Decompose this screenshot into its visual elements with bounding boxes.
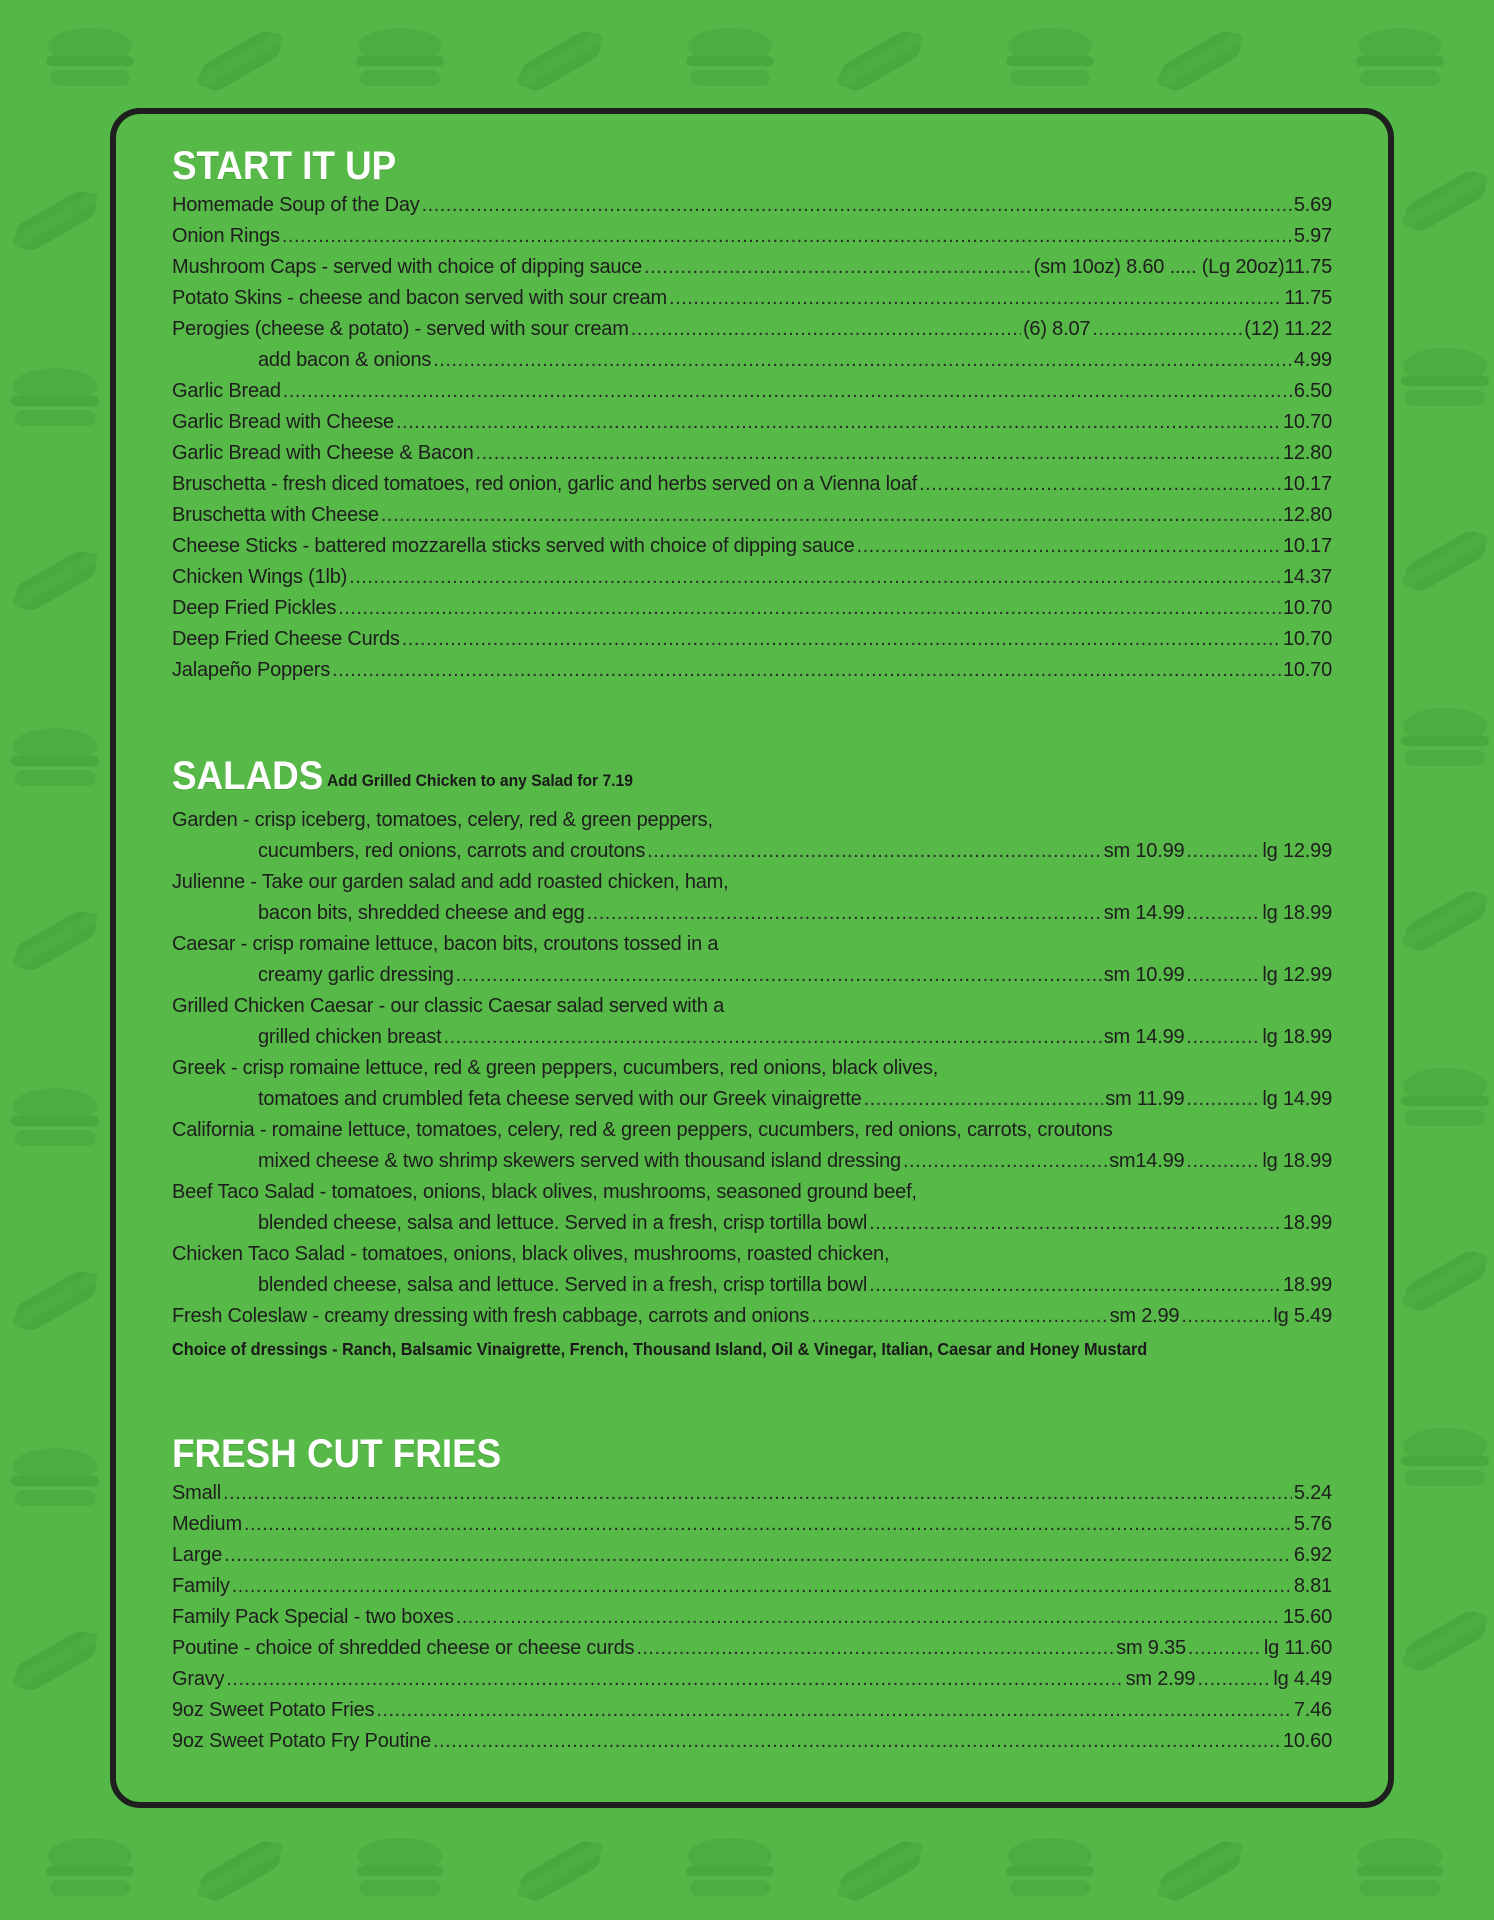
menu-item: Chicken Wings (1lb) ..... 14.37 bbox=[172, 562, 1332, 593]
menu-item-desc: Caesar - crisp romaine lettuce, bacon bits, croutons tossed in a bbox=[172, 933, 719, 955]
menu-item: Homemade Soup of the Day ..... 5.69 bbox=[172, 190, 1332, 221]
pattern-right-column bbox=[1400, 166, 1491, 1676]
section-title: START IT UP bbox=[172, 144, 397, 188]
menu-item: Garlic Bread with Cheese & Bacon ..... 12.80 bbox=[172, 438, 1332, 469]
menu-list bbox=[172, 1478, 1332, 1757]
section-start-it-up bbox=[172, 142, 1332, 686]
menu-item: blended cheese, salsa and lettuce. Served in a fresh, crisp tortilla bowl ..... 18.99 bbox=[172, 1208, 1332, 1239]
menu-item: Small ..... 5.24 bbox=[172, 1478, 1332, 1509]
menu-item: Cheese Sticks - battered mozzarella sticks served with choice of dipping sauce ..... 10.17 bbox=[172, 531, 1332, 562]
menu-item: add bacon & onions ..... 4.99 bbox=[172, 345, 1332, 376]
menu-item: Medium ..... 5.76 bbox=[172, 1509, 1332, 1540]
section-title: SALADS Add Grilled Chicken to any Salad for 7.19 bbox=[172, 754, 633, 798]
menu-item-desc: Chicken Taco Salad - tomatoes, onions, black olives, mushrooms, roasted chicken, bbox=[172, 1243, 890, 1265]
menu-item: Family ..... 8.81 bbox=[172, 1571, 1332, 1602]
menu-item: Large ..... 6.92 bbox=[172, 1540, 1332, 1571]
menu-item-desc: California - romaine lettuce, tomatoes, celery, red & green peppers, cucumbers, red onions, carrots, croutons bbox=[172, 1119, 1113, 1141]
pattern-bottom-row bbox=[46, 1836, 1444, 1906]
menu-list bbox=[172, 805, 1332, 1364]
menu-item: Bruschetta with Cheese ..... 12.80 bbox=[172, 500, 1332, 531]
menu-item: blended cheese, salsa and lettuce. Served in a fresh, crisp tortilla bowl ..... 18.99 bbox=[172, 1270, 1332, 1301]
menu-item: Gravy ..... sm 2.99 ..... lg 4.49 bbox=[172, 1664, 1332, 1695]
menu-item: tomatoes and crumbled feta cheese served with our Greek vinaigrette ..... sm 11.99 ..... lg 14.99 bbox=[172, 1084, 1332, 1115]
menu-item: mixed cheese & two shrimp skewers served with thousand island dressing ..... sm14.99 ..... lg 18.99 bbox=[172, 1146, 1332, 1177]
menu-item: Perogies (cheese & potato) - served with sour cream ..... (6) 8.07 ..... (12) 11.22 bbox=[172, 314, 1332, 345]
menu-item: Deep Fried Pickles ..... 10.70 bbox=[172, 593, 1332, 624]
menu-item-desc: Greek - crisp romaine lettuce, red & green peppers, cucumbers, red onions, black olives, bbox=[172, 1057, 939, 1079]
menu-item: Onion Rings ..... 5.97 bbox=[172, 221, 1332, 252]
menu-panel bbox=[110, 108, 1394, 1808]
menu-item: Garlic Bread with Cheese ..... 10.70 bbox=[172, 407, 1332, 438]
menu-item: Bruschetta - fresh diced tomatoes, red onion, garlic and herbs served on a Vienna loaf ..... 10.17 bbox=[172, 469, 1332, 500]
menu-item: 9oz Sweet Potato Fry Poutine ..... 10.60 bbox=[172, 1726, 1332, 1757]
salad-note: Add Grilled Chicken to any Salad for 7.19 bbox=[326, 771, 633, 790]
menu-item: Deep Fried Cheese Curds ..... 10.70 bbox=[172, 624, 1332, 655]
menu-item: Fresh Coleslaw - creamy dressing with fresh cabbage, carrots and onions ..... sm 2.99 ..... lg 5.49 bbox=[172, 1301, 1332, 1332]
menu-item-desc: Garden - crisp iceberg, tomatoes, celery, red & green peppers, bbox=[172, 809, 713, 831]
pattern-top-row bbox=[46, 26, 1444, 96]
menu-item-desc: Julienne - Take our garden salad and add roasted chicken, ham, bbox=[172, 871, 729, 893]
section-title: FRESH CUT FRIES bbox=[172, 1432, 502, 1476]
menu-item-desc: Grilled Chicken Caesar - our classic Caesar salad served with a bbox=[172, 995, 725, 1017]
section-fresh-cut-fries bbox=[172, 1430, 1332, 1757]
menu-item: Mushroom Caps - served with choice of dipping sauce ..... (sm 10oz) 8.60 ..... (Lg 20oz) 11.75 bbox=[172, 252, 1332, 283]
menu-item: Garlic Bread ..... 6.50 bbox=[172, 376, 1332, 407]
menu-item-desc: Beef Taco Salad - tomatoes, onions, black olives, mushrooms, seasoned ground beef, bbox=[172, 1181, 917, 1203]
pattern-left-column bbox=[10, 186, 101, 1696]
menu-item: cucumbers, red onions, carrots and croutons ..... sm 10.99 ..... lg 12.99 bbox=[172, 836, 1332, 867]
menu-item: Jalapeño Poppers ..... 10.70 bbox=[172, 655, 1332, 686]
menu-item: grilled chicken breast ..... sm 14.99 ..... lg 18.99 bbox=[172, 1022, 1332, 1053]
menu-item: Potato Skins - cheese and bacon served with sour cream ..... 11.75 bbox=[172, 283, 1332, 314]
menu-item: 9oz Sweet Potato Fries ..... 7.46 bbox=[172, 1695, 1332, 1726]
menu-item: creamy garlic dressing ..... sm 10.99 ..... lg 12.99 bbox=[172, 960, 1332, 991]
menu-list bbox=[172, 190, 1332, 686]
menu-item: bacon bits, shredded cheese and egg ..... sm 14.99 ..... lg 18.99 bbox=[172, 898, 1332, 929]
dressings-note: Choice of dressings - Ranch, Balsamic Vinaigrette, French, Thousand Island, Oil & Vinegar, Italian, Caesar and Honey Mustard bbox=[172, 1339, 1148, 1359]
section-salads bbox=[172, 752, 1332, 1364]
menu-item: Poutine - choice of shredded cheese or cheese curds ..... sm 9.35 ..... lg 11.60 bbox=[172, 1633, 1332, 1664]
menu-item: Family Pack Special - two boxes ..... 15.60 bbox=[172, 1602, 1332, 1633]
